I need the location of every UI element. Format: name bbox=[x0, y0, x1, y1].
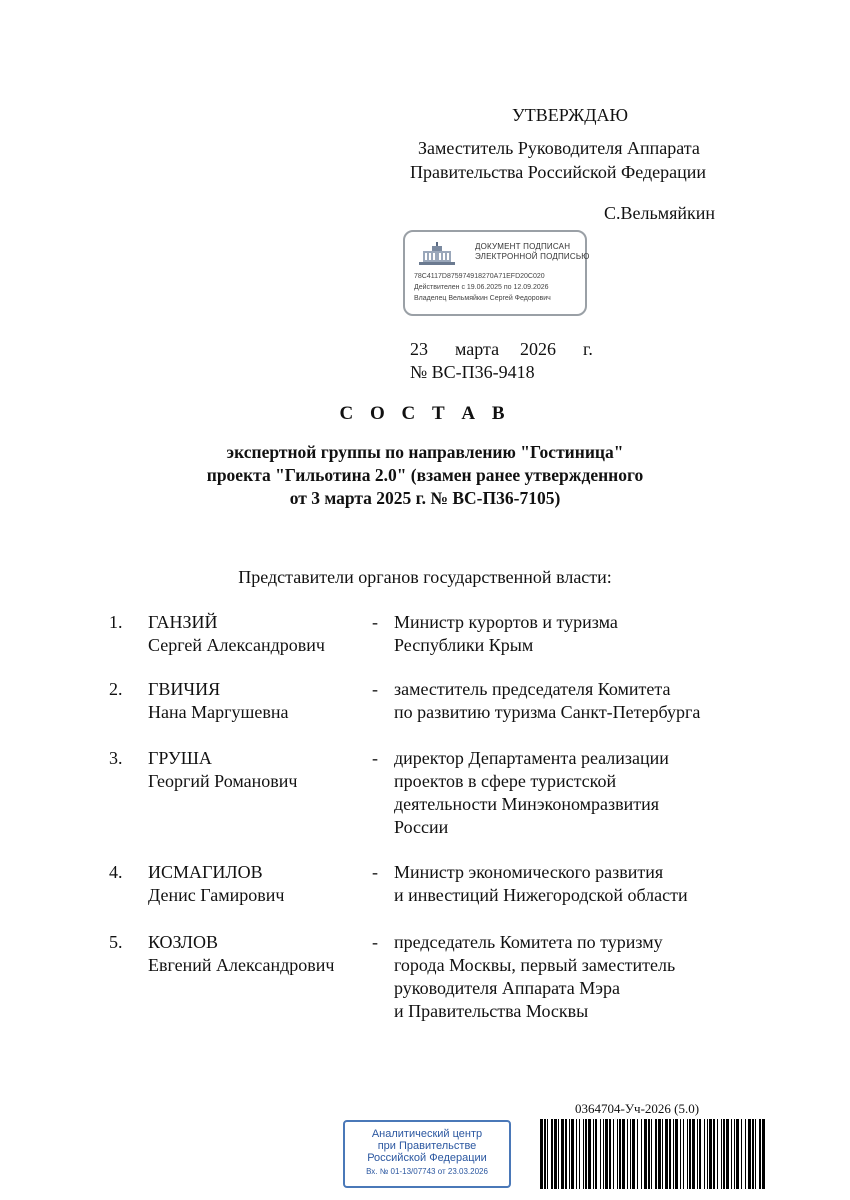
barcode-bar bbox=[692, 1119, 695, 1189]
electronic-signature-stamp bbox=[403, 230, 590, 316]
member-position-line: заместитель председателя Комитета bbox=[394, 679, 671, 699]
document-title: С О С Т А В bbox=[339, 403, 511, 424]
member-position-line: города Москвы, первый заместитель bbox=[394, 955, 676, 975]
signature-validity: Действителен с 19.06.2025 по 12.09.2026 bbox=[414, 284, 549, 291]
member-position-line: проектов в сфере туристской bbox=[394, 771, 617, 791]
approval-position-line1: Заместитель Руководителя Аппарата bbox=[418, 138, 700, 158]
barcode-bar bbox=[561, 1119, 564, 1189]
barcode-bar bbox=[721, 1119, 722, 1189]
barcode-bar bbox=[762, 1119, 765, 1189]
member-surname: ГВИЧИЯ bbox=[148, 679, 221, 699]
barcode-bar bbox=[669, 1119, 671, 1189]
barcode-bar bbox=[627, 1119, 628, 1189]
barcode-bar bbox=[583, 1119, 584, 1189]
member-dash: - bbox=[372, 612, 378, 632]
barcode-bar bbox=[648, 1119, 650, 1189]
barcode-bar bbox=[680, 1119, 681, 1189]
barcode-bar bbox=[723, 1119, 725, 1189]
barcode-bar bbox=[600, 1119, 601, 1189]
barcode-bar bbox=[675, 1119, 678, 1189]
member-position-line: председатель Комитета по туризму bbox=[394, 932, 663, 952]
member-position-line: и Правительства Москвы bbox=[394, 1001, 589, 1021]
member-position-line: Министр курортов и туризма bbox=[394, 612, 618, 632]
barcode-bar bbox=[637, 1119, 638, 1189]
member-dash: - bbox=[372, 932, 378, 952]
barcode-bar bbox=[717, 1119, 718, 1189]
barcode-image bbox=[540, 1119, 765, 1189]
barcode-bar bbox=[603, 1119, 604, 1189]
approval-title: УТВЕРЖДАЮ bbox=[512, 105, 629, 125]
date-suffix: г. bbox=[583, 339, 593, 359]
barcode-bar bbox=[544, 1119, 546, 1189]
barcode-bar bbox=[709, 1119, 712, 1189]
receipt-stamp-line3: Российской Федерации bbox=[367, 1152, 487, 1164]
barcode-bar bbox=[713, 1119, 715, 1189]
member-dash: - bbox=[372, 748, 378, 768]
barcode-bar bbox=[683, 1119, 684, 1189]
barcode-bar bbox=[662, 1119, 663, 1189]
receipt-stamp-line1: Аналитический центр bbox=[371, 1128, 483, 1140]
barcode-bar bbox=[704, 1119, 705, 1189]
signature-owner: Владелец Вельмяйкин Сергей Федорович bbox=[414, 295, 551, 302]
barcode-bar bbox=[547, 1119, 548, 1189]
member-number: 2. bbox=[109, 679, 123, 699]
approval-position-line2: Правительства Российской Федерации bbox=[410, 162, 706, 182]
member-dash: - bbox=[372, 679, 378, 699]
barcode-bar bbox=[605, 1119, 608, 1189]
barcode-bar bbox=[726, 1119, 729, 1189]
barcode-bar bbox=[554, 1119, 557, 1189]
member-number: 1. bbox=[109, 612, 123, 632]
barcode-bar bbox=[651, 1119, 652, 1189]
barcode-bar bbox=[644, 1119, 647, 1189]
barcode-bar bbox=[558, 1119, 559, 1189]
member-number: 3. bbox=[109, 748, 123, 768]
document-subtitle-line1: экспертной группы по направлению "Гостиница" bbox=[226, 442, 624, 462]
barcode-bar bbox=[697, 1119, 698, 1189]
barcode-bar bbox=[619, 1119, 621, 1189]
barcode-bar bbox=[551, 1119, 553, 1189]
member-number: 5. bbox=[109, 932, 123, 952]
barcode-bar bbox=[571, 1119, 574, 1189]
receipt-stamp-line2: при Правительстве bbox=[377, 1140, 477, 1152]
member-number: 4. bbox=[109, 862, 123, 882]
barcode-bar bbox=[655, 1119, 657, 1189]
barcode-bar bbox=[579, 1119, 580, 1189]
barcode-bar bbox=[641, 1119, 642, 1189]
government-building-icon bbox=[417, 242, 457, 268]
member-surname: ИСМАГИЛОВ bbox=[148, 862, 263, 882]
barcode-bar bbox=[585, 1119, 587, 1189]
member-surname: ГАНЗИЙ bbox=[148, 612, 218, 632]
barcode-bar bbox=[665, 1119, 668, 1189]
barcode-bar bbox=[540, 1119, 543, 1189]
barcode-bar bbox=[569, 1119, 570, 1189]
barcode-code: 0364704-Уч-2026 (5.0) bbox=[575, 1101, 700, 1116]
section-label: Представители органов государственной власти: bbox=[238, 567, 612, 587]
member-position-line: Республики Крым bbox=[394, 635, 534, 655]
member-position-line: Министр экономического развития bbox=[394, 862, 664, 882]
barcode-bar bbox=[759, 1119, 761, 1189]
signature-stamp-header: ДОКУМЕНТ ПОДПИСАН ЭЛЕКТРОННОЙ ПОДПИСЬЮ bbox=[475, 242, 590, 261]
barcode-bar bbox=[689, 1119, 691, 1189]
barcode-bar bbox=[576, 1119, 577, 1189]
member-position-line: директор Департамента реализации bbox=[394, 748, 669, 768]
member-position-line: по развитию туризма Санкт-Петербурга bbox=[394, 702, 701, 722]
signature-certificate: 78C4117D875974918270A71EFD20C020 bbox=[414, 273, 545, 280]
barcode-bar bbox=[741, 1119, 742, 1189]
member-dash: - bbox=[372, 862, 378, 882]
barcode-bar bbox=[734, 1119, 735, 1189]
member-surname: ГРУША bbox=[148, 748, 212, 768]
member-surname: КОЗЛОВ bbox=[148, 932, 218, 952]
member-position-line: руководителя Аппарата Мэра bbox=[394, 978, 620, 998]
member-given-names: Сергей Александрович bbox=[148, 635, 325, 655]
barcode-bar bbox=[588, 1119, 591, 1189]
barcode-bar bbox=[707, 1119, 708, 1189]
member-given-names: Георгий Романович bbox=[148, 771, 298, 791]
date-month: марта bbox=[455, 339, 500, 359]
barcode-bar bbox=[632, 1119, 635, 1189]
barcode-bar bbox=[687, 1119, 688, 1189]
barcode-bar bbox=[613, 1119, 614, 1189]
barcode-bar bbox=[622, 1119, 625, 1189]
member-given-names: Нана Маргушевна bbox=[148, 702, 289, 722]
date-year: 2026 bbox=[520, 339, 556, 359]
barcode-bar bbox=[755, 1119, 756, 1189]
barcode-bar bbox=[658, 1119, 661, 1189]
barcode-bar bbox=[617, 1119, 618, 1189]
member-given-names: Денис Гамирович bbox=[148, 885, 285, 905]
member-position-line: и инвестиций Нижегородской области bbox=[394, 885, 688, 905]
member-position-line: России bbox=[394, 817, 449, 837]
receipt-stamp-number: Вх. № 01-13/07743 от 23.03.2026 bbox=[366, 1167, 488, 1176]
barcode-bar bbox=[699, 1119, 701, 1189]
barcode-bar bbox=[630, 1119, 631, 1189]
member-position-line: деятельности Минэкономразвития bbox=[394, 794, 660, 814]
document-subtitle-line2: проекта "Гильотина 2.0" (взамен ранее утвержденного bbox=[206, 465, 644, 485]
registration-number: № ВС-П36-9418 bbox=[410, 362, 535, 382]
barcode-bar bbox=[731, 1119, 732, 1189]
barcode-bar bbox=[595, 1119, 597, 1189]
barcode-bar bbox=[565, 1119, 567, 1189]
barcode-bar bbox=[752, 1119, 754, 1189]
barcode-bar bbox=[593, 1119, 594, 1189]
approval-signatory: С.Вельмяйкин bbox=[604, 203, 716, 223]
member-given-names: Евгений Александрович bbox=[148, 955, 335, 975]
barcode-bar bbox=[748, 1119, 751, 1189]
document-subtitle-line3: от 3 марта 2025 г. № ВС-П36-7105) bbox=[289, 488, 561, 508]
date-day: 23 bbox=[410, 339, 428, 359]
barcode-bar bbox=[609, 1119, 611, 1189]
barcode-bar bbox=[673, 1119, 674, 1189]
barcode-bar bbox=[736, 1119, 739, 1189]
barcode-bar bbox=[745, 1119, 746, 1189]
receipt-stamp bbox=[343, 1120, 511, 1188]
